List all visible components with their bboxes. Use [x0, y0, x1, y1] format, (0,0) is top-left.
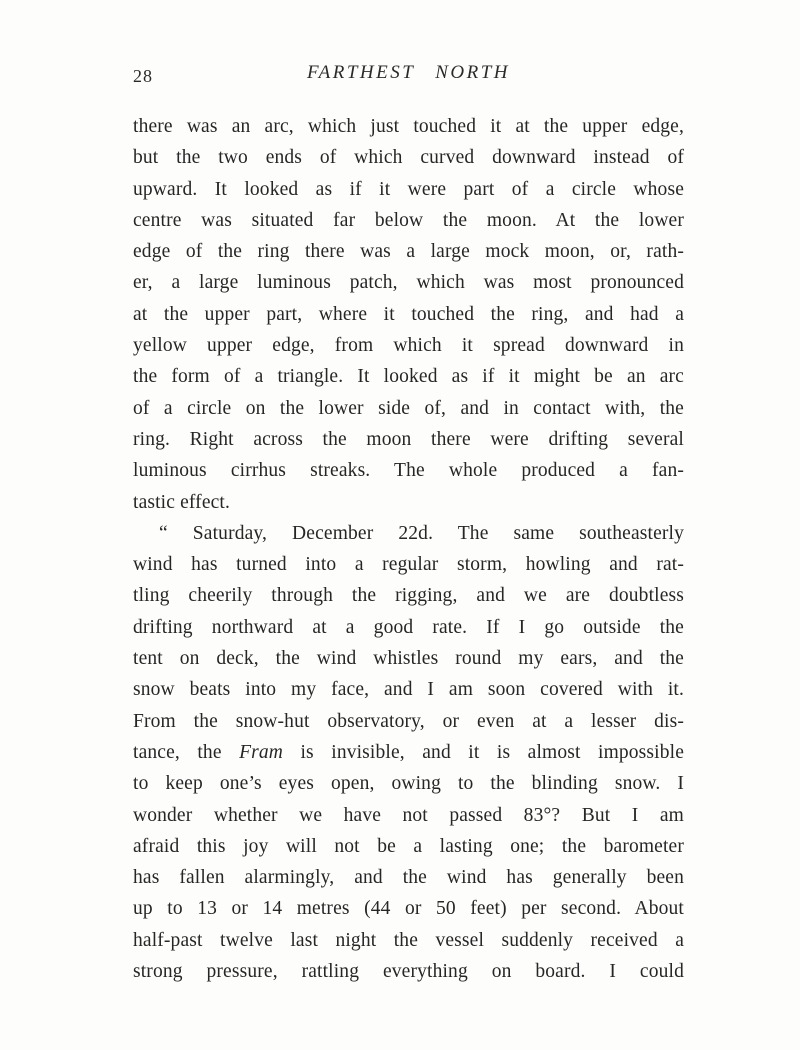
page-header — [133, 62, 684, 90]
text-line: From the snow-hut observatory, or even at a lesser dis- — [133, 710, 684, 732]
paragraph — [133, 518, 684, 987]
text-line: half-past twelve last night the vessel suddenly received a — [133, 929, 684, 951]
text-line: upward. It looked as if it were part of a circle whose — [133, 178, 684, 200]
text-line: “ Saturday, December 22d. The same southeasterly — [159, 522, 684, 544]
text-line: er, a large luminous patch, which was most pronounced — [133, 272, 684, 294]
text-line: there was an arc, which just touched it at the upper edge, — [133, 116, 684, 137]
text-line: has fallen alarmingly, and the wind has generally been — [133, 867, 684, 889]
text-line: to keep one’s eyes open, owing to the blinding snow. I — [133, 773, 684, 795]
text-line: but the two ends of which curved downward instead of — [133, 147, 684, 169]
text-line: luminous cirrhus streaks. The whole produced a fan- — [133, 460, 684, 482]
text-line: tling cheerily through the rigging, and we are doubtless — [133, 585, 684, 607]
text-line: centre was situated far below the moon. At the lower — [133, 209, 684, 231]
text-line: drifting northward at a good rate. If I go outside the — [133, 616, 684, 638]
paragraph — [133, 111, 684, 518]
text-line: of a circle on the lower side of, and in contact with, the — [133, 397, 684, 419]
text-line: up to 13 or 14 metres (44 or 50 feet) per second. About — [133, 898, 684, 920]
text-line: tance, the Fram is invisible, and it is almost impossible — [133, 741, 684, 763]
text-line: wind has turned into a regular storm, howling and rat- — [133, 554, 684, 576]
text-line: ring. Right across the moon there were drifting several — [133, 428, 684, 450]
text-block — [133, 111, 684, 987]
page-number: 28 — [133, 66, 153, 86]
text-line: wonder whether we have not passed 83°? But I am — [133, 804, 684, 826]
text-line: at the upper part, where it touched the ring, and had a — [133, 303, 684, 325]
text-line: the form of a triangle. It looked as if it might be an arc — [133, 366, 684, 388]
text-line: yellow upper edge, from which it spread downward in — [133, 335, 684, 357]
text-line: afraid this joy will not be a lasting one; the barometer — [133, 835, 684, 857]
text-line: tastic effect. — [133, 491, 231, 513]
text-line: tent on deck, the wind whistles round my ears, and the — [133, 648, 684, 670]
running-head: FARTHEST NORTH — [306, 62, 511, 83]
text-line: snow beats into my face, and I am soon covered with it. — [133, 679, 684, 701]
text-line: strong pressure, rattling everything on board. I could — [133, 961, 684, 983]
text-line: edge of the ring there was a large mock moon, or, rath- — [133, 241, 684, 263]
